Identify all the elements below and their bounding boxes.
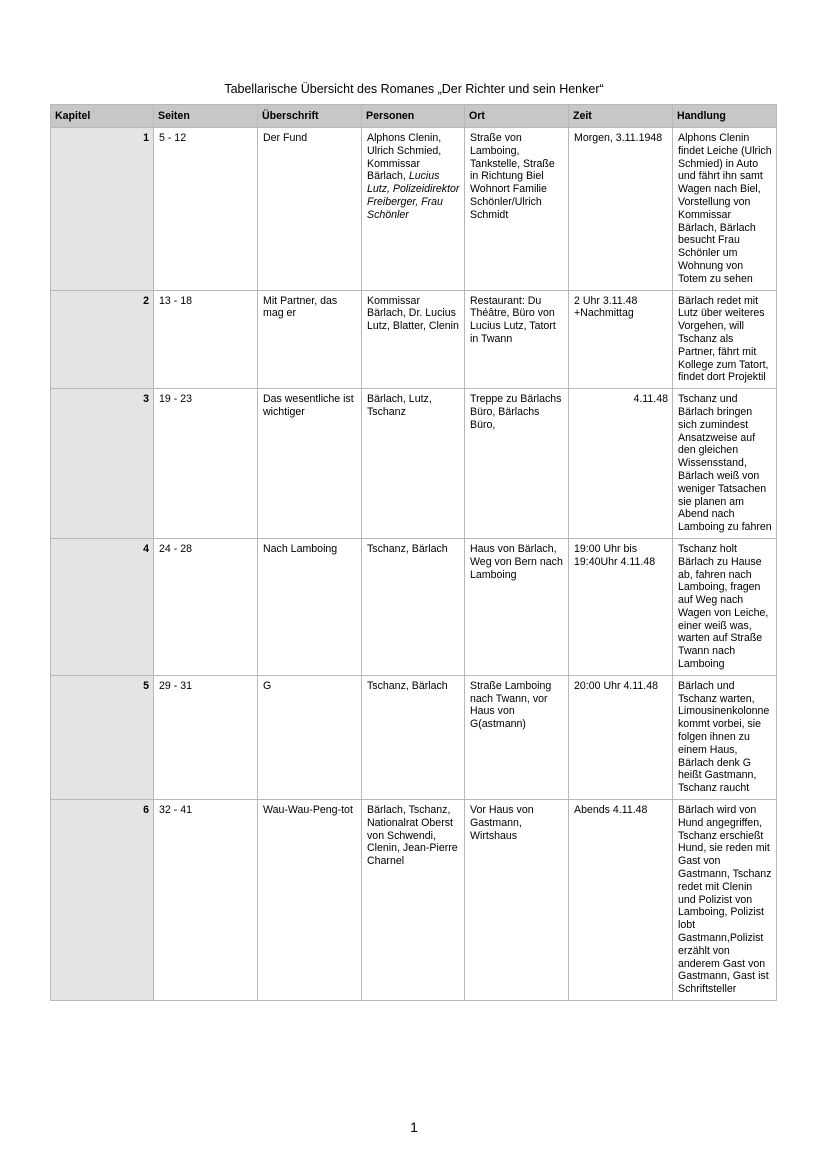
table-row xyxy=(51,128,777,291)
cell-ueberschrift: Nach Lamboing xyxy=(258,538,362,675)
cell-personen: Tschanz, Bärlach xyxy=(362,675,465,799)
table-row xyxy=(51,290,777,389)
cell-personen: Tschanz, Bärlach xyxy=(362,538,465,675)
header-personen: Personen xyxy=(362,105,465,128)
cell-seiten: 24 - 28 xyxy=(154,538,258,675)
cell-seiten: 19 - 23 xyxy=(154,389,258,539)
cell-ort: Straße Lamboing nach Twann, vor Haus von G(astmann) xyxy=(465,675,569,799)
cell-ort: Vor Haus von Gastmann, Wirtshaus xyxy=(465,800,569,1001)
cell-handlung: Alphons Clenin findet Leiche (Ulrich Schmied) in Auto und fährt ihn samt Wagen nach Biel, Vorstellung von Kommissar Bärlach, Bärlach besucht Frau Schönler um Wohnung von Totem zu sehen xyxy=(673,128,777,291)
cell-zeit: 4.11.48 xyxy=(569,389,673,539)
cell-seiten: 5 - 12 xyxy=(154,128,258,291)
cell-kapitel: 3 xyxy=(51,389,154,539)
header-zeit: Zeit xyxy=(569,105,673,128)
header-ueberschrift: Überschrift xyxy=(258,105,362,128)
cell-ort: Haus von Bärlach, Weg von Bern nach Lamboing xyxy=(465,538,569,675)
cell-zeit: Morgen, 3.11.1948 xyxy=(569,128,673,291)
cell-ueberschrift: Das wesentliche ist wichtiger xyxy=(258,389,362,539)
cell-handlung: Bärlach redet mit Lutz über weiteres Vorgehen, will Tschanz als Partner, fährt mit Kollege zum Tatort, findet dort Projektil xyxy=(673,290,777,389)
cell-ort: Treppe zu Bärlachs Büro, Bärlachs Büro, xyxy=(465,389,569,539)
cell-handlung: Bärlach wird von Hund angegriffen, Tschanz erschießt Hund, sie reden mit Gast von Gastmann, Tschanz redet mit Clenin und Polizist von Lamboing, Polizist lobt Gastmann,Polizist erzählt von anderem Gast von Gastmann, Gast ist Schriftsteller xyxy=(673,800,777,1001)
cell-seiten: 32 - 41 xyxy=(154,800,258,1001)
cell-ort: Restaurant: Du Théâtre, Büro von Lucius Lutz, Tatort in Twann xyxy=(465,290,569,389)
cell-handlung: Bärlach und Tschanz warten, Limousinenkolonne kommt vorbei, sie folgen ihnen zu einem Haus, Bärlach denk G heißt Gastmann, Tschanz raucht xyxy=(673,675,777,799)
cell-ueberschrift: Wau-Wau-Peng-tot xyxy=(258,800,362,1001)
header-ort: Ort xyxy=(465,105,569,128)
cell-seiten: 13 - 18 xyxy=(154,290,258,389)
table-row xyxy=(51,389,777,539)
cell-handlung: Tschanz und Bärlach bringen sich zumindest Ansatzweise auf den gleichen Wissensstand, Bärlach weiß von weniger Tatsachen sie planen am Abend nach Lamboing zu fahren xyxy=(673,389,777,539)
personen-italic-text: Lucius Lutz, Polizeidirektor Freiberger, Frau Schönler xyxy=(367,170,460,221)
cell-ort: Straße von Lamboing, Tankstelle, Straße in Richtung Biel Wohnort Familie Schönler/Ulrich Schmidt xyxy=(465,128,569,291)
cell-kapitel: 2 xyxy=(51,290,154,389)
cell-kapitel: 6 xyxy=(51,800,154,1001)
cell-ueberschrift: Mit Partner, das mag er xyxy=(258,290,362,389)
page-number: 1 xyxy=(410,1119,418,1135)
cell-personen: Bärlach, Lutz, Tschanz xyxy=(362,389,465,539)
document-title: Tabellarische Übersicht des Romanes „Der Richter und sein Henker“ xyxy=(224,82,604,96)
header-kapitel: Kapitel xyxy=(51,105,154,128)
table-row xyxy=(51,800,777,1001)
cell-ueberschrift: Der Fund xyxy=(258,128,362,291)
cell-handlung: Tschanz holt Bärlach zu Hause ab, fahren nach Lamboing, fragen auf Weg nach Wagen von Leiche, einer weiß was, warten auf Straße Twann nach Lamboing xyxy=(673,538,777,675)
cell-personen: Kommissar Bärlach, Dr. Lucius Lutz, Blatter, Clenin xyxy=(362,290,465,389)
cell-ueberschrift: G xyxy=(258,675,362,799)
header-handlung: Handlung xyxy=(673,105,777,128)
table-row xyxy=(51,538,777,675)
cell-kapitel: 4 xyxy=(51,538,154,675)
cell-personen: Bärlach, Tschanz, Nationalrat Oberst von Schwendi, Clenin, Jean-Pierre Charnel xyxy=(362,800,465,1001)
cell-zeit: 2 Uhr 3.11.48 +Nachmittag xyxy=(569,290,673,389)
table-row xyxy=(51,675,777,799)
cell-seiten: 29 - 31 xyxy=(154,675,258,799)
cell-zeit: Abends 4.11.48 xyxy=(569,800,673,1001)
personen-text: Alphons Clenin, Ulrich Schmied, Kommissar Bärlach, xyxy=(367,132,442,183)
cell-zeit: 19:00 Uhr bis 19:40Uhr 4.11.48 xyxy=(569,538,673,675)
header-row xyxy=(51,105,777,128)
header-seiten: Seiten xyxy=(154,105,258,128)
chapter-overview-table xyxy=(50,104,777,1001)
cell-zeit: 20:00 Uhr 4.11.48 xyxy=(569,675,673,799)
cell-kapitel: 5 xyxy=(51,675,154,799)
cell-personen xyxy=(362,128,465,291)
cell-kapitel: 1 xyxy=(51,128,154,291)
